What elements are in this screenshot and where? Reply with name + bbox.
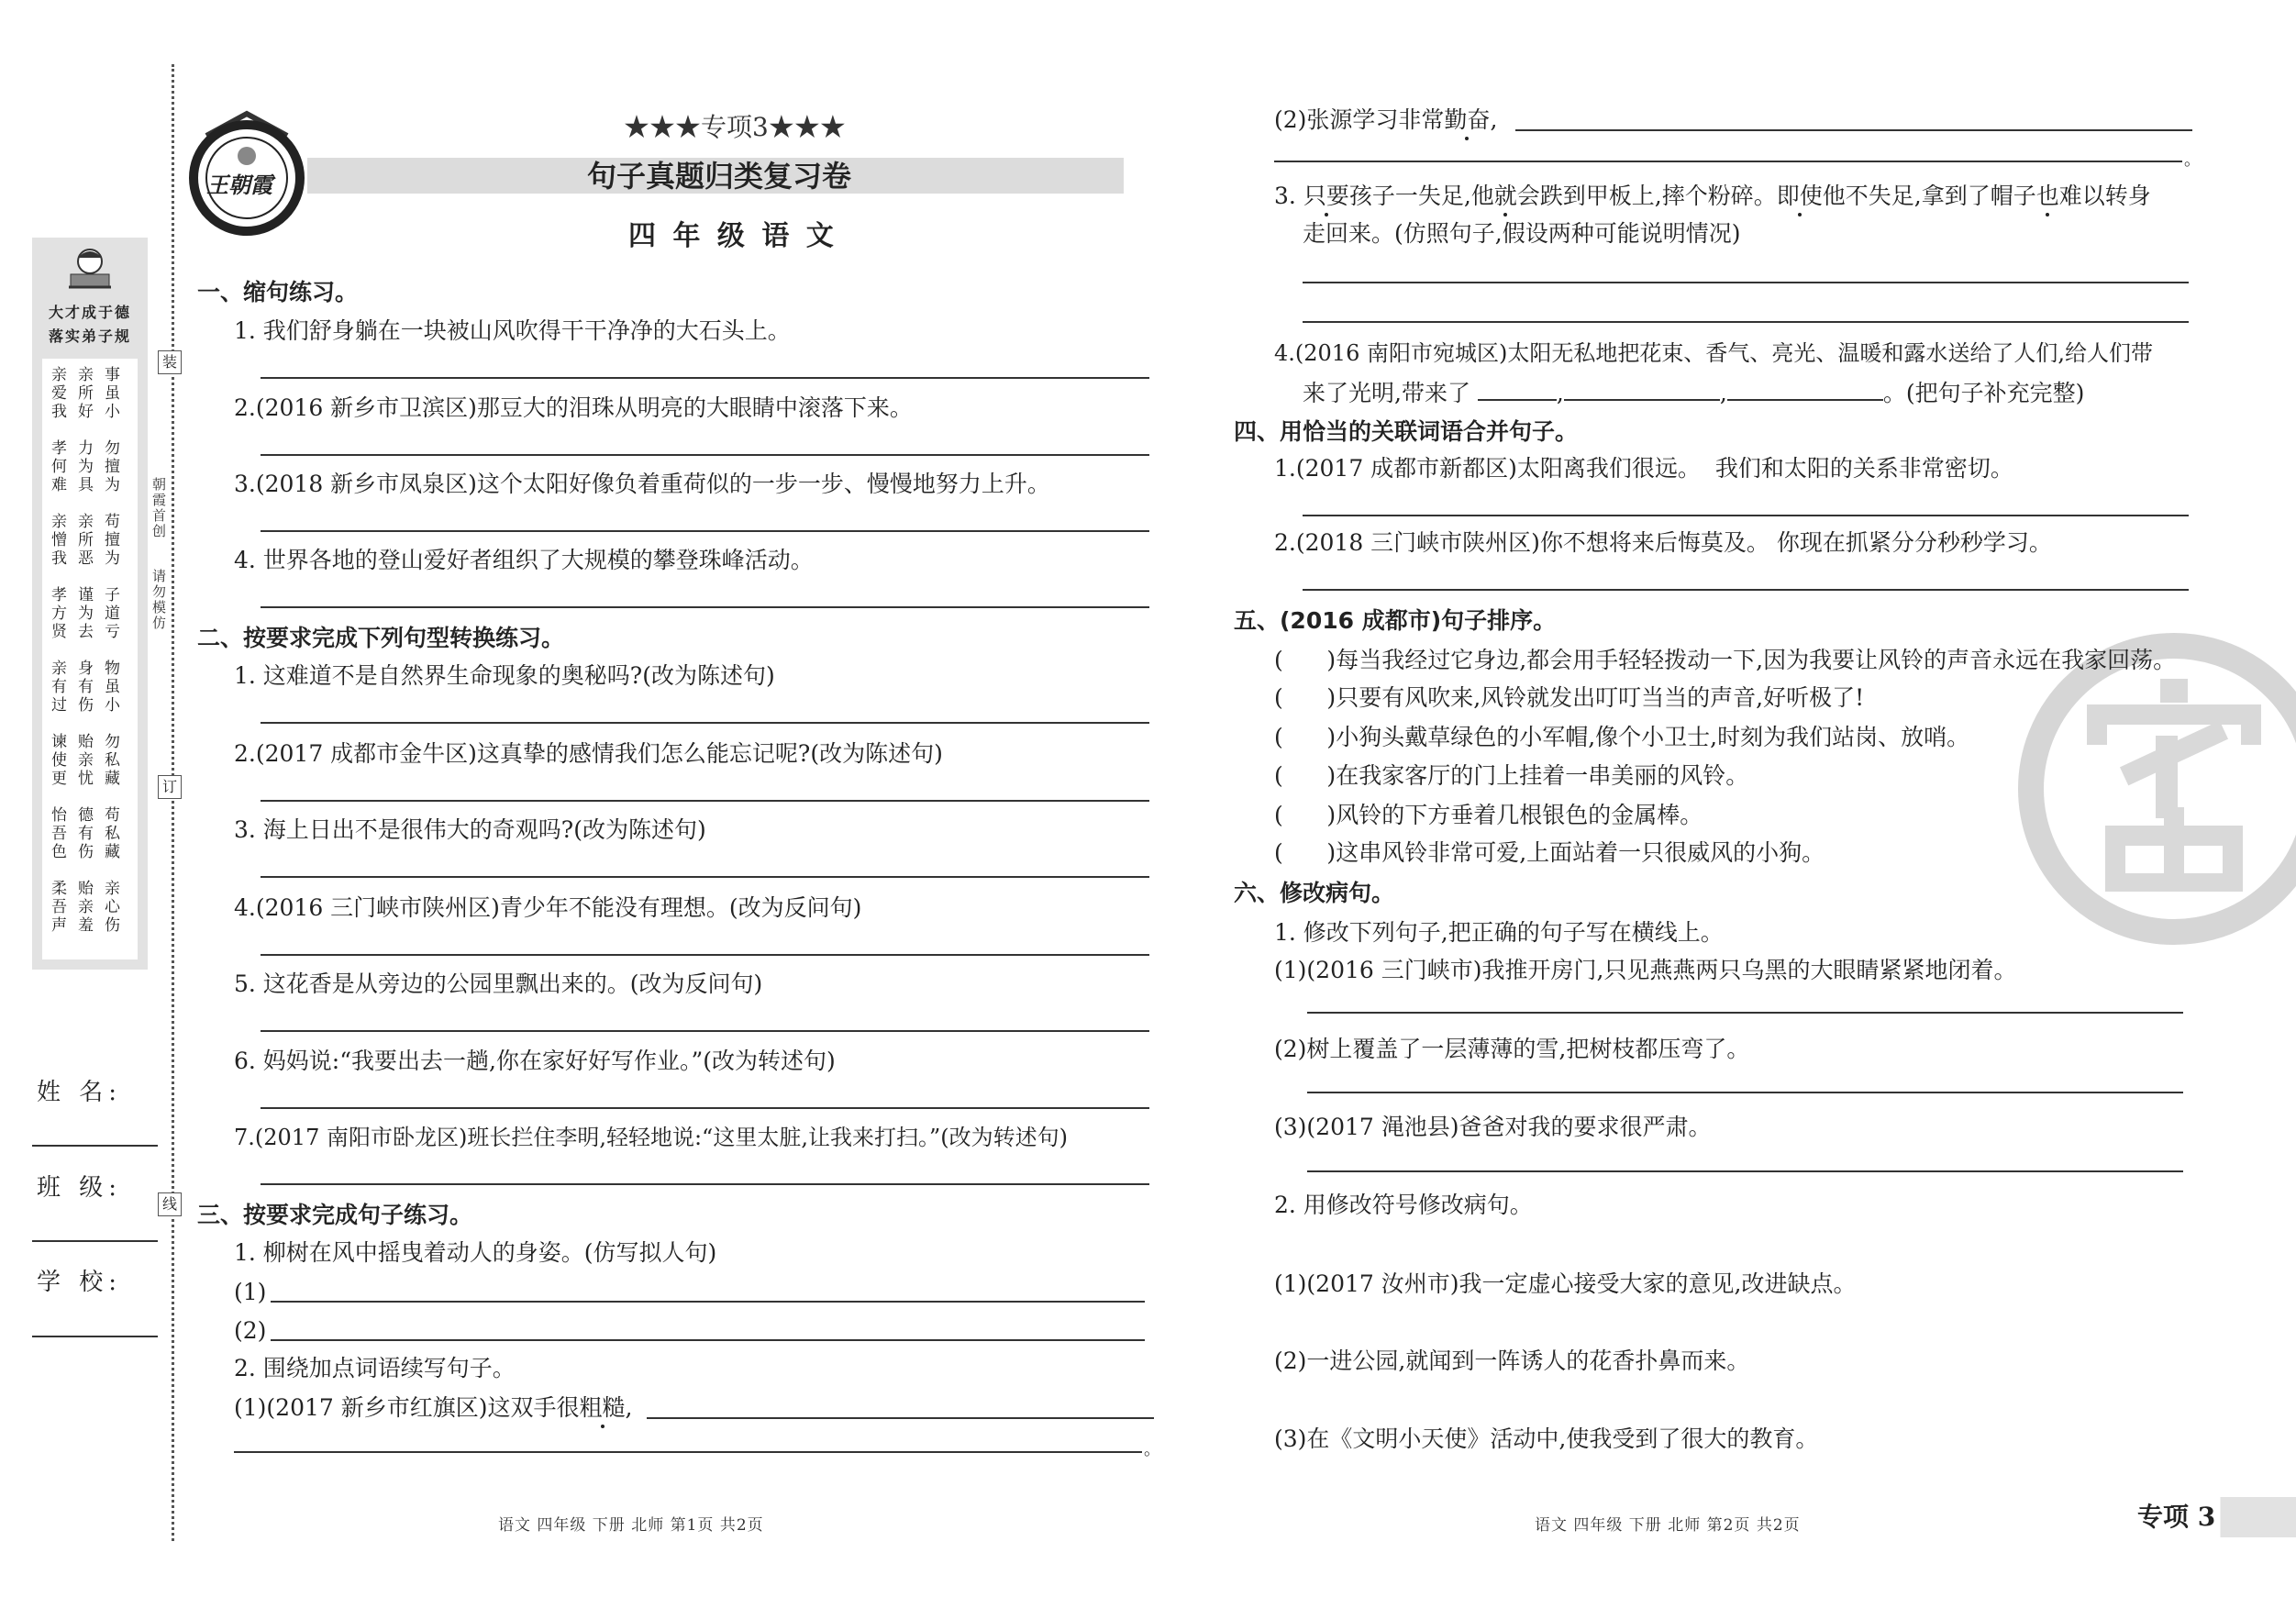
ordering-item: ( )在我家客厅的门上挂着一串美丽的风铃。 [1274,762,1749,789]
ordering-item: ( )小狗头戴草绿色的小军帽,像个小卫士,时刻为我们站岗、放哨。 [1274,724,1970,750]
section-heading: 六、修改病句。 [1234,880,1395,906]
question: 2. 围绕加点词语续写句子。 [234,1355,516,1381]
question: 4. 世界各地的登山爱好者组织了大规模的攀登珠峰活动。 [234,547,814,573]
question: 1. 柳树在风中摇曳着动人的身姿。(仿写拟人句) [234,1239,717,1266]
order-blank[interactable]: ( ) [1274,647,1337,673]
sub-label: (2) [234,1317,267,1344]
question: 7.(2017 南阳市卧龙区)班长拦住李明,轻轻地说:“这里太脏,让我来打扫。”(改为转述句) [234,1125,1068,1150]
answer-line[interactable] [1303,321,2189,323]
section-heading: 五、(2016 成都市)句子排序。 [1234,607,1557,634]
ordering-item: ( )只要有风吹来,风铃就发出叮叮当当的声音,好听极了! [1274,684,1865,711]
question: (3)(2017 渑池县)爸爸对我的要求很严肃。 [1274,1114,1712,1140]
answer-line[interactable] [261,800,1149,802]
text-segment: 会跌到甲板上,摔个粉碎。 [1516,183,1777,209]
question: 1. 我们舒身躺在一块被山风吹得干干净净的大石头上。 [234,317,791,344]
notice-text: 朝霞首创 [150,477,167,539]
answer-line[interactable] [1274,161,2182,162]
question [234,1394,632,1422]
answer-line[interactable] [261,722,1149,724]
order-blank[interactable]: ( ) [1274,684,1337,711]
confidential-watermark [2018,633,2296,945]
order-blank[interactable]: ( ) [1274,802,1337,828]
emphasized-word: 即使 [1776,183,1823,209]
verse-group: 谏贻勿 使亲私 更忧藏 [51,733,131,788]
question: 2.(2017 成都市金牛区)这真挚的感情我们怎么能忘记呢?(改为陈述句) [234,740,943,767]
question: 6. 妈妈说:“我要出去一趟,你在家好好写作业。”(改为转述句) [234,1048,836,1074]
answer-line[interactable] [261,1030,1149,1032]
verse-group: 孝谨子 方为道 贤去亏 [51,586,131,641]
question [1274,183,2151,210]
emphasized-word: 只要 [1303,183,1349,209]
question: 2. 用修改符号修改病句。 [1274,1192,1533,1218]
answer-line[interactable] [261,454,1149,456]
section-heading: 一、缩句练习。 [197,279,359,305]
question: 2.(2016 新乡市卫滨区)那豆大的泪珠从明亮的大眼睛中滚落下来。 [234,394,913,421]
answer-line[interactable] [1307,1170,2183,1172]
emphasized-word: 也 [2035,183,2059,209]
verse-group: 亲身物 有有虽 过伤小 [51,660,131,715]
question: (1)(2016 三门峡市)我推开房门,只见燕燕两只乌黑的大眼睛紧紧地闭着。 [1274,957,2017,983]
binding-mark: 线 [158,1192,182,1216]
question: 4.(2016 南阳市宛城区)太阳无私地把花束、香气、亮光、温暖和露水送给了人们,给人们带 [1274,340,2153,366]
answer-line[interactable] [261,530,1149,532]
notice-text: 请勿模仿 [150,569,167,631]
binding-mark: 装 [158,350,182,374]
period-mark: 。 [2184,150,2201,170]
question: (1)(2017 汝州市)我一定虚心接受大家的意见,改进缺点。 [1274,1270,1857,1297]
text-segment: 3. [1274,183,1303,209]
answer-line[interactable] [647,1417,1154,1419]
answer-line[interactable] [261,1183,1149,1185]
answer-line[interactable] [271,1301,1145,1303]
publisher-logo: 王朝霞 [188,108,305,237]
answer-line[interactable] [271,1339,1145,1341]
section-heading: 四、用恰当的关联词语合并句子。 [1234,418,1579,445]
school-field[interactable] [32,1336,158,1337]
text-segment: 孩子一失足,他 [1348,183,1494,209]
page-footer-left: 语文 四年级 下册 北师 第1页 共2页 [498,1516,764,1535]
fill-blank[interactable] [1564,379,1720,401]
verse-group: 亲亲事 爱所虽 我好小 [51,366,131,421]
verse-group: 柔贻亲 吾亲心 声羞伤 [51,880,131,935]
text-segment: (2)张源学习非常 [1274,106,1445,133]
answer-line[interactable] [1303,515,2189,516]
question: 1.(2017 成都市新都区)太阳离我们很远。 我们和太阳的关系非常密切。 [1274,455,2013,482]
class-label: 班 级: [37,1174,123,1202]
emphasized-word: 勤奋 [1444,106,1491,133]
answer-line[interactable] [261,377,1149,379]
text-segment: 他不失足,拿到了帽子 [1822,183,2036,209]
dizigui-sidebar [32,238,148,970]
ordering-item: ( )每当我经过它身边,都会用手轻轻拨动一下,因为我要让风铃的声音永远在我家回荡。 [1274,647,2177,673]
answer-line[interactable] [1307,1092,2183,1093]
section-heading: 二、按要求完成下列句型转换练习。 [197,625,565,651]
sub-label: (1) [234,1279,267,1305]
name-label: 姓 名: [37,1079,123,1106]
question: (2)一进公园,就闻到一阵诱人的花香扑鼻而来。 [1274,1347,1750,1374]
emphasized-word: 粗糙 [579,1394,626,1421]
answer-line[interactable] [1303,589,2189,591]
answer-line[interactable] [261,954,1149,956]
order-blank[interactable]: ( ) [1274,724,1337,750]
sidebar-text-panel [42,359,138,959]
answer-line[interactable] [1515,129,2192,131]
question-cont: 来了光明,带来了 , , 。(把句子补充完整) [1303,380,2085,406]
fill-blank[interactable] [1727,379,1883,401]
page-footer-right: 语文 四年级 下册 北师 第2页 共2页 [1535,1516,1801,1535]
question: 1. 修改下列句子,把正确的句子写在横线上。 [1274,919,1724,946]
name-field[interactable] [32,1145,158,1147]
verse-group: 亲亲苟 憎所擅 我恶为 [51,513,131,568]
question: 4.(2016 三门峡市陕州区)青少年不能没有理想。(改为反问句) [234,894,862,921]
answer-line[interactable] [261,876,1149,878]
question [1274,106,1497,134]
order-blank[interactable]: ( ) [1274,839,1337,866]
binding-line [172,64,174,1541]
answer-line[interactable] [1307,1012,2183,1014]
period-mark: 。 [1144,1440,1160,1459]
text-segment: 难以转身 [2058,183,2151,209]
question-cont: 走回来。(仿照句子,假设两种可能说明情况) [1303,220,1741,247]
answer-line[interactable] [261,606,1149,608]
school-label: 学 校: [37,1269,123,1296]
question: 1. 这难道不是自然界生命现象的奥秘吗?(改为陈述句) [234,662,775,689]
question: (3)在《文明小天使》活动中,使我受到了很大的教育。 [1274,1425,1819,1452]
verse-group: 孝力勿 何为擅 难具为 [51,439,131,494]
series-label: ★★★专项3★★★ [624,112,846,142]
text-segment: (1)(2017 新乡市红旗区)这双手很 [234,1394,580,1421]
answer-line[interactable] [261,1107,1149,1109]
order-blank[interactable]: ( ) [1274,762,1337,789]
question: 3.(2018 新乡市凤泉区)这个太阳好像负着重荷似的一步一步、慢慢地努力上升。 [234,471,1050,497]
page-title: 句子真题归类复习卷 [587,159,852,194]
answer-line[interactable] [1303,282,2189,283]
question: 5. 这花香是从旁边的公园里飘出来的。(改为反问句) [234,970,763,997]
verse-group: 怡德苟 吾有私 色伤藏 [51,806,131,861]
text-segment: , [1490,106,1498,133]
ordering-item: ( )风铃的下方垂着几根银色的金属棒。 [1274,802,1703,828]
question: 2.(2018 三门峡市陕州区)你不想将来后悔莫及。 你现在抓紧分分秒秒学习。 [1274,529,2052,556]
question: 3. 海上日出不是很伟大的奇观吗?(改为陈述句) [234,816,706,843]
ordering-item: ( )这串风铃非常可爱,上面站着一只很威风的小狗。 [1274,839,1825,866]
student-illustration [65,245,115,296]
text-segment: , [625,1394,633,1421]
sidebar-heading: 落实弟子规 [48,327,131,345]
fill-blank[interactable] [1478,379,1557,401]
class-field[interactable] [32,1240,158,1242]
series-badge: 专项 3 [2128,1497,2296,1537]
section-heading: 三、按要求完成句子练习。 [197,1202,473,1228]
emphasized-word: 就 [1493,183,1517,209]
question: (2)树上覆盖了一层薄薄的雪,把树枝都压弯了。 [1274,1036,1750,1062]
page-subtitle: 四 年 级 语 文 [628,220,837,252]
binding-mark: 订 [158,775,182,799]
sidebar-heading: 大才成于德 [48,304,131,321]
answer-line[interactable] [234,1451,1142,1453]
